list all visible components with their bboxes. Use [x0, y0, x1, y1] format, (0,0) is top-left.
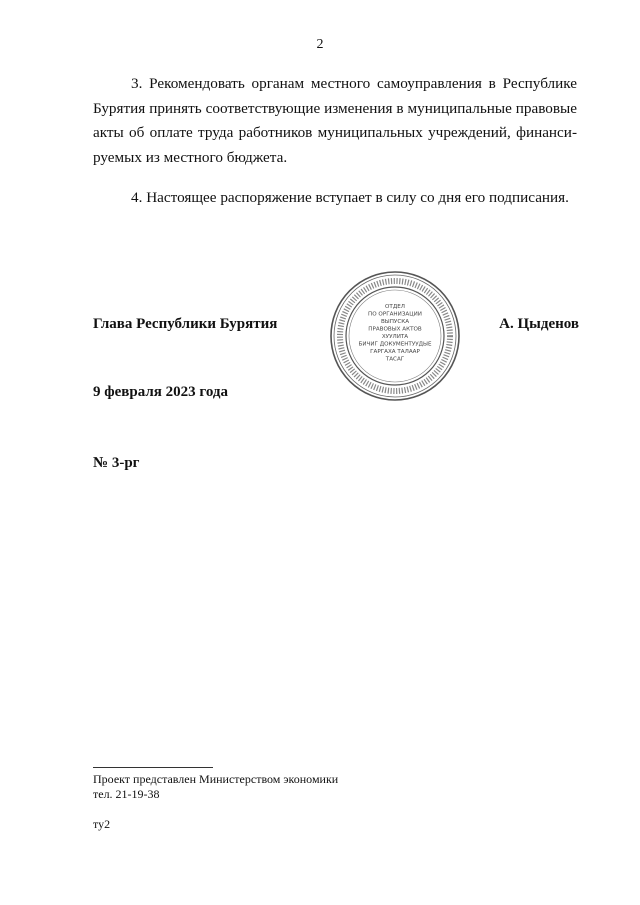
seal-line: БИЧИГ ДОКУМЕНТУУДЫЕ	[358, 341, 432, 348]
footnote-separator	[93, 767, 213, 768]
footnote-line-1: Проект представлен Министерством экономики	[93, 772, 339, 786]
seal-line: ХУУЛИТА	[381, 334, 409, 340]
signatory-title: Глава Республики Бурятия	[93, 316, 278, 332]
paragraph-3: 3. Рекомендовать органам местного самоуправления в Республике Бурятия принять соответствующие изменения в муниципальные правовые акты об оплате труда работников муниципальных учреждений, финансируемых из местного бюджета.	[93, 75, 577, 166]
page-number: 2	[316, 37, 324, 52]
footnote-line-2: тел. 21-19-38	[93, 787, 160, 801]
document-code: ту2	[93, 817, 111, 831]
signatory-name: А. Цыденов	[499, 316, 579, 332]
seal-line: ТАСАГ	[385, 356, 405, 363]
seal-line: ГАРГАХА ТАЛААР	[370, 349, 420, 355]
seal-line: ПО ОРГАНИЗАЦИИ	[368, 311, 422, 318]
document-date: 9 февраля 2023 года	[93, 384, 228, 400]
paragraph-4: 4. Настоящее распоряжение вступает в силу со дня его подписания.	[131, 189, 569, 206]
official-seal	[329, 270, 461, 402]
seal-line: ОТДЕЛ	[385, 304, 405, 310]
document-number: № 3-рг	[93, 455, 140, 471]
seal-line: ВЫПУСКА	[380, 319, 410, 325]
seal-line: ПРАВОВЫХ АКТОВ	[368, 326, 422, 333]
